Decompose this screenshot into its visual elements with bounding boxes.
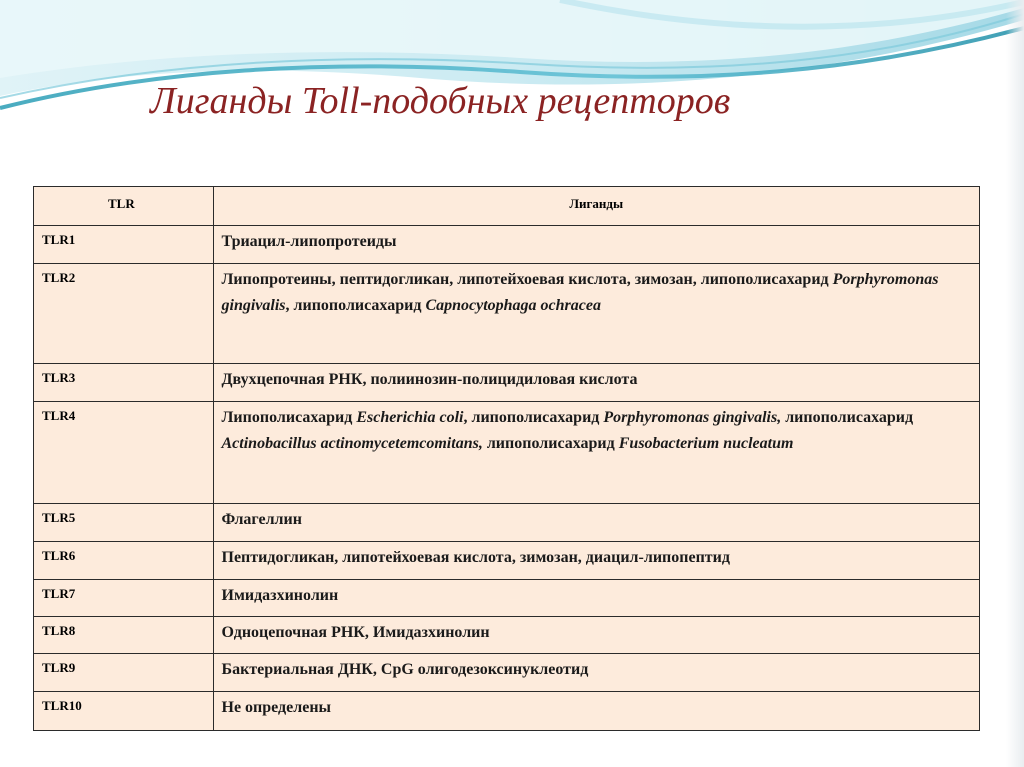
species-name: Fusobacterium nucleatum	[618, 434, 794, 452]
tlr-cell: TLR8	[34, 616, 213, 653]
table-row	[34, 263, 979, 363]
table-row	[34, 691, 979, 731]
table-row	[34, 616, 979, 653]
ligands-cell	[213, 503, 979, 541]
tlr-cell: TLR1	[34, 225, 213, 263]
table-row	[34, 541, 979, 579]
header-ligands: Лиганды	[213, 187, 979, 225]
species-name: Porphyromonas gingivalis,	[603, 408, 782, 426]
ligand-text: , липополисахарид	[285, 296, 426, 314]
ligands-cell	[213, 401, 979, 503]
table-row	[34, 653, 979, 691]
ligands-cell	[213, 263, 979, 363]
ligand-text: Липополисахарид	[221, 408, 357, 426]
ligands-cell	[213, 541, 979, 579]
table-row	[34, 401, 979, 503]
ligand-text: Липопротеины, пептидогликан, липотейхоевая кислота, зимозан, липополисахарид	[221, 270, 833, 288]
ligand-text: , липополисахарид	[463, 408, 604, 426]
ligand-text: Флагеллин	[221, 510, 302, 528]
ligand-text: липополисахарид	[781, 408, 914, 426]
header-tlr: TLR	[34, 187, 213, 225]
slide-title: Лиганды Toll-подобных рецепторов	[150, 80, 731, 122]
tlr-cell: TLR5	[34, 503, 213, 541]
tlr-cell: TLR10	[34, 691, 213, 731]
table-row	[34, 503, 979, 541]
ligand-text: Бактериальная ДНК, CpG олигодезоксинуклеотид	[221, 660, 589, 678]
ligands-cell	[213, 653, 979, 691]
ligand-text: Двухцепочная РНК, полиинозин-полицидиловая кислота	[221, 370, 638, 388]
table-body	[34, 225, 979, 731]
tlr-cell: TLR6	[34, 541, 213, 579]
species-name: Actinobacillus actinomycetemcomitans,	[221, 434, 483, 452]
ligands-cell	[213, 225, 979, 263]
species-name: Escherichia coli	[356, 408, 464, 426]
right-edge-shade	[1006, 0, 1024, 767]
ligand-text: Имидазхинолин	[221, 586, 339, 604]
table-row	[34, 225, 979, 263]
table-row	[34, 363, 979, 401]
tlr-cell: TLR2	[34, 263, 213, 363]
tlr-cell: TLR4	[34, 401, 213, 503]
ligand-text: Триацил-липопротеиды	[221, 232, 397, 250]
tlr-ligands-table-frame	[33, 186, 980, 731]
ligand-text: липополисахарид	[482, 434, 619, 452]
table-row	[34, 579, 979, 616]
ligand-text: Не определены	[221, 698, 332, 716]
ligand-text: Пептидогликан, липотейхоевая кислота, зимозан, диацил-липопептид	[221, 548, 730, 566]
table-header-row	[34, 187, 979, 225]
tlr-cell: TLR9	[34, 653, 213, 691]
tlr-cell: TLR3	[34, 363, 213, 401]
ligands-cell	[213, 579, 979, 616]
ligands-cell	[213, 691, 979, 731]
tlr-cell: TLR7	[34, 579, 213, 616]
species-name: Porphyromonas gingivalis	[221, 270, 939, 314]
ligands-cell	[213, 616, 979, 653]
species-name: Capnocytophaga ochracea	[425, 296, 601, 314]
ligands-cell	[213, 363, 979, 401]
ligand-text: Одноцепочная РНК, Имидазхинолин	[221, 623, 490, 641]
tlr-ligands-table	[34, 187, 979, 731]
